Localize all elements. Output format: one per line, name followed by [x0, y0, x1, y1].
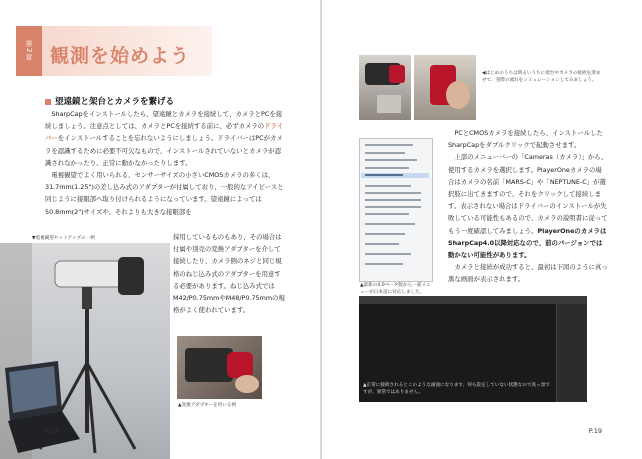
- photo-caption: ▼電視観望セットアップの一例: [32, 236, 95, 241]
- left-body-top: [45, 108, 285, 218]
- left-page: [0, 0, 320, 459]
- left-body-bottom: [173, 231, 285, 316]
- left-para-1-b: をインストールすることを忘れないようにしましょう。ドライバーはPCがカメラを認識するために必要不可欠なもので、インストールされていないとカメラが認識されなかったり、正常に動かなかったりします。: [45, 134, 283, 167]
- sharpcap-black-screen: [359, 296, 587, 402]
- right-para-3: カメラと接続が成功すると、最初は下図のように真っ黒な画面が表示されます。: [448, 263, 608, 284]
- adapter-photo: [177, 336, 262, 399]
- driver-highlight: ドライバー: [45, 122, 284, 143]
- left-para-1: [45, 108, 285, 169]
- page-title: 観測を始めよう: [50, 45, 191, 67]
- adapter-caption: ▲変換アダプターを用いる例: [178, 403, 237, 408]
- top-caption: ◀はじめのうちは明るいうちに架台やカメラの接続を済ませて、実際の流れをシミュレーションしてみましょう。: [482, 71, 601, 83]
- camera-illustration-1: [359, 55, 411, 120]
- page-number-right: P.19: [588, 427, 602, 435]
- subheading: [45, 95, 174, 107]
- right-para-2: [448, 151, 608, 261]
- right-body: [448, 127, 608, 286]
- sharpcap-menu-screenshot: [359, 138, 433, 282]
- menu-caption: ▲最新の4.0ベータ版から一部メニューが日本語に対応しました。: [360, 283, 431, 295]
- camera-photo-1: [359, 55, 411, 120]
- adapter-illustration: [177, 336, 262, 399]
- app-side-panel: [556, 304, 587, 402]
- screen-caption: ▲正常に接続されるとこのような画面になります。何も設定していない状態なので真っ黒ですが、異常ではありません。: [363, 383, 550, 395]
- left-para-1-a: SharpCapをインストールしたら、望遠鏡とカメラを接続して、カメラとPCを接続しましょう。注意点としては、カメラとPCを接続する前に、必ずカメラの: [45, 110, 283, 131]
- bullet-square-icon: [45, 99, 51, 105]
- camera-photo-2: [414, 55, 476, 120]
- right-page: [322, 0, 642, 459]
- page-number-left: P.18: [45, 427, 59, 435]
- right-para-1: PCとCMOSカメラを接続したら、インストールしたSharpCapをダブルクリックで起動させます。: [448, 129, 603, 150]
- telescope-setup-illustration: [0, 243, 170, 459]
- right-para-2-text: 上部のメニューバーの「Cameras（カメラ）」から、使用するカメラを選択します。PlayerOneカメラの場合はカメラの名前「MARS-C」や「NEPTUNE-C」が選択肢に出てきますので、それをクリックして接続します。表示されない場合はドライバーのインストールが失敗している可能性もあるので、カメラの説明書に従ってもう一度確認してみましょう。: [448, 153, 608, 235]
- right-para-2-bold: PlayerOneのカメラはSharpCap4.0以降対応なので、前のバージョンでは動かない可能性があります。: [448, 226, 607, 260]
- subheading-text: 望遠鏡と架台とカメラを繋げる: [55, 97, 175, 107]
- left-para-2-cont: 採用しているものもあり、その場合は付属や別売の変換アダプターを介して接続したり、カメラ側のネジと同じ規格のねじ込み式のアダプターを用意する必要があります。ねじ込み式ではM42/P0.75mmやM48/P0.75mmの規格がよく使われています。: [173, 233, 285, 315]
- app-toolbar: [359, 296, 587, 304]
- left-para-2: 電視観望でよく用いられる、センサーサイズの小さいCMOSカメラの多くは、31.7mm(1.25")の差し込み式のアダプターが付属しており、一般的なアイピースと同じように接眼部へ取り付けられるようになっています。望遠鏡によっては50.8mm(2")サイズや、それよりも大きな接眼部を: [45, 171, 284, 216]
- chapter-tab: 第2章: [16, 26, 42, 76]
- telescope-setup-photo: [0, 243, 170, 459]
- camera-illustration-2: [414, 55, 476, 120]
